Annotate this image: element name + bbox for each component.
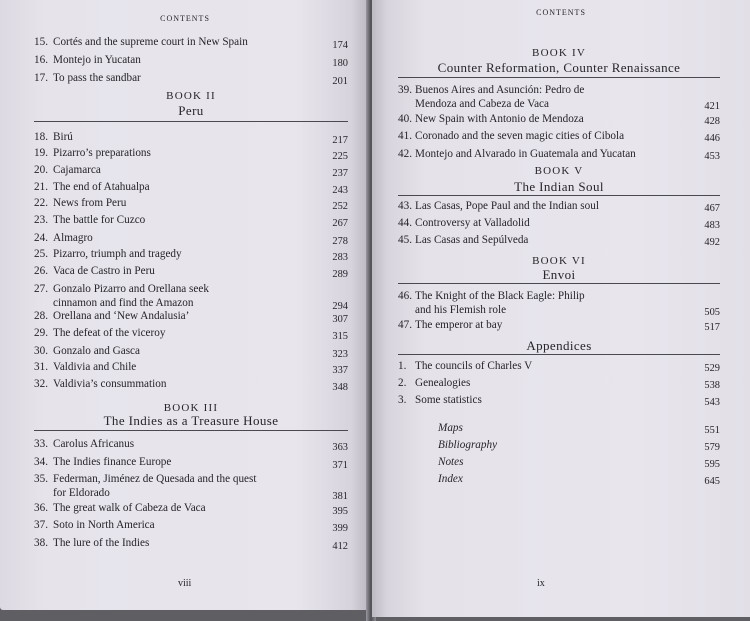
entry-number: 28. xyxy=(34,310,48,322)
divider xyxy=(398,354,720,355)
entry-number: 27. xyxy=(34,283,48,295)
page-ref: 543 xyxy=(704,397,720,408)
page-ref: 446 xyxy=(704,133,720,144)
entry-number: 40. xyxy=(398,113,412,125)
entry-number: 31. xyxy=(34,361,48,373)
page-ref: 517 xyxy=(704,322,720,333)
entry-number: 21. xyxy=(34,181,48,193)
entry-title: Controversy at Valladolid xyxy=(415,217,530,229)
running-head: CONTENTS xyxy=(536,8,586,17)
section-title: Envoi xyxy=(542,267,576,282)
section-title: The Indies as a Treasure House xyxy=(103,413,279,428)
entry-number: 30. xyxy=(34,345,48,357)
right-page xyxy=(372,0,750,617)
page-ref: 363 xyxy=(332,442,348,453)
entry-number: 38. xyxy=(34,537,48,549)
appendices-title: Appendices xyxy=(526,338,592,353)
entry-number: 44. xyxy=(398,217,412,229)
entry-number: 2. xyxy=(398,377,407,389)
page-ref: 243 xyxy=(332,185,348,196)
book-label: BOOK V xyxy=(534,165,584,177)
page-ref: 492 xyxy=(704,237,720,248)
entry-title: Gonzalo and Gasca xyxy=(53,345,140,357)
entry-number: 29. xyxy=(34,327,48,339)
entry-title-continued: Mendoza and Cabeza de Vaca xyxy=(415,98,549,110)
page-ref: 453 xyxy=(704,151,720,162)
page-ref: 225 xyxy=(332,151,348,162)
page-ref: 237 xyxy=(332,168,348,179)
entry-number: 23. xyxy=(34,214,48,226)
page-number: viii xyxy=(178,578,192,589)
entry-title: Valdivia and Chile xyxy=(53,361,137,373)
entry-title: The Knight of the Black Eagle: Philip xyxy=(415,290,585,302)
page-ref: 252 xyxy=(332,201,348,212)
entry-title: Soto in North America xyxy=(53,519,155,531)
entry-title: Las Casas, Pope Paul and the Indian soul xyxy=(415,200,599,212)
page-ref: 315 xyxy=(332,331,348,342)
entry-number: 32. xyxy=(34,378,48,390)
entry-title: The battle for Cuzco xyxy=(53,214,146,226)
entry-title: Pizarro, triumph and tragedy xyxy=(53,248,182,260)
entry-number: 24. xyxy=(34,232,48,244)
entry-title: Maps xyxy=(438,422,463,434)
entry-title: Some statistics xyxy=(415,394,482,406)
entry-title: Almagro xyxy=(53,232,93,244)
entry-title: Pizarro’s preparations xyxy=(53,147,151,159)
divider xyxy=(398,283,720,284)
entry-number: 36. xyxy=(34,502,48,514)
page-ref: 348 xyxy=(332,382,348,393)
page-ref: 307 xyxy=(332,314,348,325)
entry-number: 17. xyxy=(34,72,48,84)
page-ref: 289 xyxy=(332,269,348,280)
page-ref: 278 xyxy=(332,236,348,247)
entry-title: Federman, Jiménez de Quesada and the quest xyxy=(53,473,257,485)
entry-number: 46. xyxy=(398,290,412,302)
entry-number: 34. xyxy=(34,456,48,468)
entry-title: Bibliography xyxy=(438,439,498,451)
entry-title: New Spain with Antonio de Mendoza xyxy=(415,113,584,125)
book-label: BOOK III xyxy=(163,402,219,414)
page-ref: 645 xyxy=(704,476,720,487)
entry-title: The end of Atahualpa xyxy=(53,181,150,193)
entry-number: 42. xyxy=(398,148,412,160)
entry-title: To pass the sandbar xyxy=(53,72,141,84)
entry-title-continued: for Eldorado xyxy=(53,487,110,499)
entry-number: 1. xyxy=(398,360,407,372)
page-ref: 399 xyxy=(332,523,348,534)
entry-title: Gonzalo Pizarro and Orellana seek xyxy=(53,283,209,295)
page-ref: 371 xyxy=(332,460,348,471)
entry-number: 35. xyxy=(34,473,48,485)
entry-title: Index xyxy=(438,473,463,485)
page-ref: 579 xyxy=(704,442,720,453)
entry-number: 47. xyxy=(398,319,412,331)
page-ref: 529 xyxy=(704,363,720,374)
entry-number: 16. xyxy=(34,54,48,66)
divider xyxy=(34,430,348,431)
entry-title: Birú xyxy=(53,131,73,143)
book-label: BOOK II xyxy=(166,90,216,102)
page-ref: 395 xyxy=(332,506,348,517)
entry-number: 22. xyxy=(34,197,48,209)
entry-title: The defeat of the viceroy xyxy=(53,327,166,339)
page-ref: 428 xyxy=(704,116,720,127)
section-title: Peru xyxy=(178,103,204,118)
entry-title: Montejo in Yucatan xyxy=(53,54,141,66)
entry-number: 41. xyxy=(398,130,412,142)
divider xyxy=(34,121,348,122)
book-label: BOOK VI xyxy=(532,255,586,267)
book-label: BOOK IV xyxy=(532,47,586,59)
entry-title: Genealogies xyxy=(415,377,471,389)
page-ref: 538 xyxy=(704,380,720,391)
entry-title: The emperor at bay xyxy=(415,319,503,331)
entry-title: News from Peru xyxy=(53,197,127,209)
entry-number: 39. xyxy=(398,84,412,96)
divider xyxy=(398,195,720,196)
entry-title-continued: and his Flemish role xyxy=(415,304,507,316)
page-ref: 174 xyxy=(332,40,348,51)
entry-title: The great walk of Cabeza de Vaca xyxy=(53,502,206,514)
entry-title: Montejo and Alvarado in Guatemala and Yucatan xyxy=(415,148,636,160)
entry-title: Cortés and the supreme court in New Spain xyxy=(53,36,248,48)
page-ref: 595 xyxy=(704,459,720,470)
entry-title: Coronado and the seven magic cities of Cibola xyxy=(415,130,625,142)
page-ref: 381 xyxy=(332,491,348,502)
entry-title: Valdivia’s consummation xyxy=(53,378,167,390)
entry-title: The Indies finance Europe xyxy=(53,456,172,468)
entry-title: Vaca de Castro in Peru xyxy=(53,265,155,277)
page-ref: 421 xyxy=(704,101,720,112)
page-ref: 217 xyxy=(332,135,348,146)
page-ref: 412 xyxy=(332,541,348,552)
running-head: CONTENTS xyxy=(160,14,210,23)
entry-title: Las Casas and Sepúlveda xyxy=(415,234,529,246)
entry-title: Orellana and ‘New Andalusia’ xyxy=(53,310,190,322)
entry-number: 18. xyxy=(34,131,48,143)
entry-title: Cajamarca xyxy=(53,164,101,176)
page-ref: 337 xyxy=(332,365,348,376)
entry-number: 33. xyxy=(34,438,48,450)
entry-number: 15. xyxy=(34,36,48,48)
page-ref: 551 xyxy=(704,425,720,436)
page-ref: 267 xyxy=(332,218,348,229)
page-ref: 467 xyxy=(704,203,720,214)
page-number: ix xyxy=(537,578,545,589)
entry-title: The councils of Charles V xyxy=(415,360,533,372)
page-ref: 483 xyxy=(704,220,720,231)
left-page xyxy=(0,0,370,610)
entry-number: 19. xyxy=(34,147,48,159)
section-title: The Indian Soul xyxy=(514,179,604,194)
page-ref: 294 xyxy=(332,301,348,312)
entry-title: Notes xyxy=(438,456,464,468)
page-ref: 323 xyxy=(332,349,348,360)
entry-title: Buenos Aires and Asunción: Pedro de xyxy=(415,84,585,96)
divider xyxy=(398,77,720,78)
page-ref: 283 xyxy=(332,252,348,263)
entry-number: 20. xyxy=(34,164,48,176)
page-ref: 180 xyxy=(332,58,348,69)
entry-number: 43. xyxy=(398,200,412,212)
entry-number: 37. xyxy=(34,519,48,531)
entry-number: 45. xyxy=(398,234,412,246)
page-ref: 505 xyxy=(704,307,720,318)
entry-number: 25. xyxy=(34,248,48,260)
entry-title: The lure of the Indies xyxy=(53,537,150,549)
section-title: Counter Reformation, Counter Renaissance xyxy=(437,60,681,75)
entry-title-continued: cinnamon and find the Amazon xyxy=(53,297,194,309)
entry-title: Carolus Africanus xyxy=(53,438,135,450)
page-ref: 201 xyxy=(332,76,348,87)
entry-number: 3. xyxy=(398,394,407,406)
entry-number: 26. xyxy=(34,265,48,277)
